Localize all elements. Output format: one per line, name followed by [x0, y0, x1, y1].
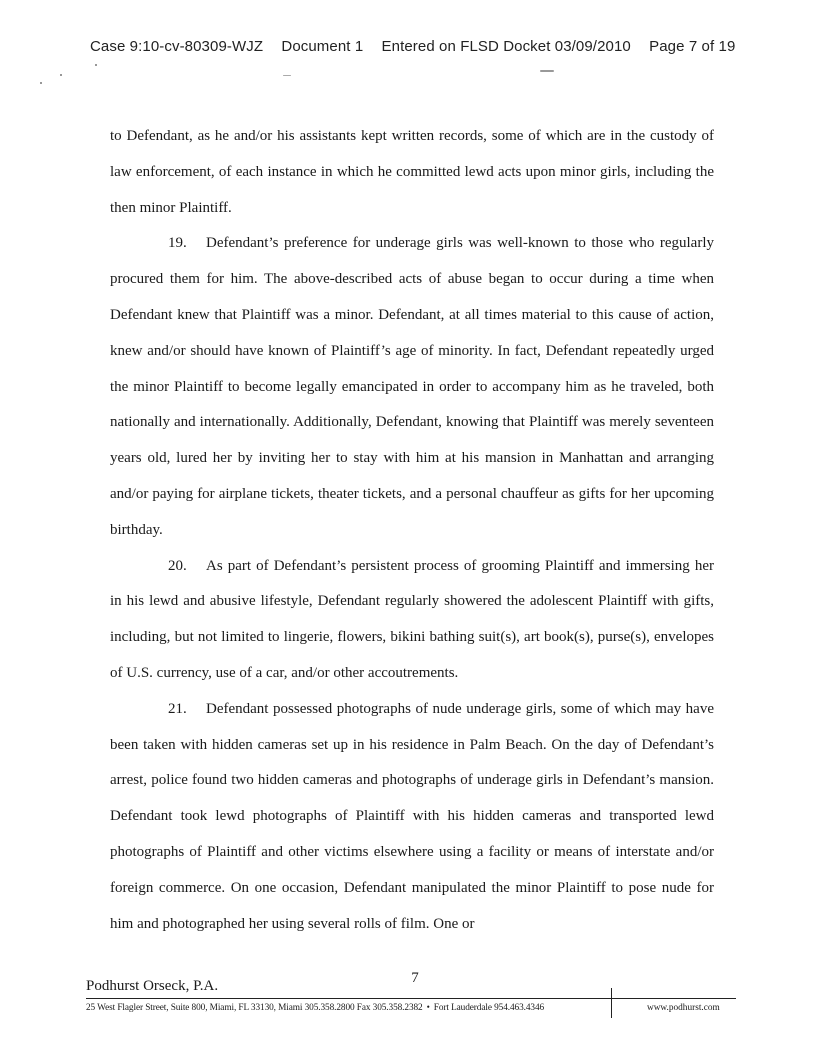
scan-speck — [40, 82, 42, 84]
page-of: Page 7 of 19 — [649, 38, 736, 55]
case-header — [90, 38, 740, 55]
paragraph-text: to Defendant, as he and/or his assistants kept written records, some of which are in the custody of law enforcement, of each instance in which he committed lewd acts upon minor girls, including the then minor Plaintiff. — [110, 128, 714, 216]
paragraph-19 — [110, 226, 714, 548]
scan-speck — [60, 74, 62, 76]
scan-speck — [283, 75, 291, 76]
paragraph-text: As part of Defendant’s persistent process of grooming Plaintiff and immersing her in his lewd and abusive lifestyle, Defendant regularly showered the adolescent Plaintiff with gifts, including, but not limited to lingerie, flowers, bikini bathing suit(s), art book(s), purse(s), envelopes of U.S. currency, use of a car, and/or other accoutrements. — [110, 557, 714, 681]
paragraph-text: Defendant’s preference for underage girls was well-known to those who regularly procured them for him. The above-described acts of abuse began to occur during a time when Defendant knew that Plaintiff was a minor. Defendant, at all times material to this cause of action, knew and/or should have known of Plaintiff’s age of minority. In fact, Defendant repeatedly urged the minor Plaintiff to become legally emancipated in order to accompany him as he traveled, both nationally and internationally. Additionally, Defendant, knowing that Plaintiff was merely seventeen years old, lured her by inviting her to stay with him at his mansion in Manhattan and arranging and/or paying for airplane tickets, theater tickets, and a personal chauffeur as gifts for her upcoming birthday. — [110, 235, 714, 538]
scan-speck — [540, 70, 554, 72]
footer-website: www.podhurst.com — [647, 1003, 720, 1013]
paragraph-number: 21. — [168, 700, 187, 717]
footer-fort-lauderdale: Fort Lauderdale 954.463.4346 — [433, 1003, 545, 1013]
body-text — [110, 119, 714, 942]
continuation-paragraph — [110, 119, 714, 226]
footer-miami-address: 25 West Flagler Street, Suite 800, Miami, FL 33130, Miami 305.358.2800 Fax 305.358.2382 — [86, 1003, 423, 1013]
footer-divider — [86, 998, 736, 999]
paragraph-text: Defendant possessed photographs of nude underage girls, some of which may have been taken with hidden cameras set up in his residence in Palm Beach. On the day of Defendant’s arrest, police found two hidden cameras and photographs of underage girls in Defendant’s mansion. Defendant took lewd photographs of Plaintiff with his hidden cameras and transported lewd photographs of Plaintiff and other victims elsewhere using a facility or means of interstate and/or foreign commerce. On one occasion, Defendant manipulated the minor Plaintiff to pose nude for him and photographed her using several rolls of film. One or — [110, 700, 714, 932]
footer-separator — [611, 988, 612, 1018]
case-number: Case 9:10-cv-80309-WJZ — [90, 38, 264, 55]
scan-speck — [95, 64, 97, 66]
paragraph-20 — [110, 549, 714, 692]
footer-address — [86, 1003, 544, 1013]
footer-firm-name: Podhurst Orseck, P.A. — [86, 978, 219, 994]
paragraph-number: 20. — [168, 557, 187, 574]
docket-entry: Entered on FLSD Docket 03/09/2010 — [381, 38, 631, 55]
paragraph-21 — [110, 692, 714, 943]
document-label: Document 1 — [281, 38, 364, 55]
footer-bullet: • — [426, 1003, 430, 1013]
paragraph-number: 19. — [168, 235, 187, 252]
footer-page-number: 7 — [411, 970, 419, 986]
